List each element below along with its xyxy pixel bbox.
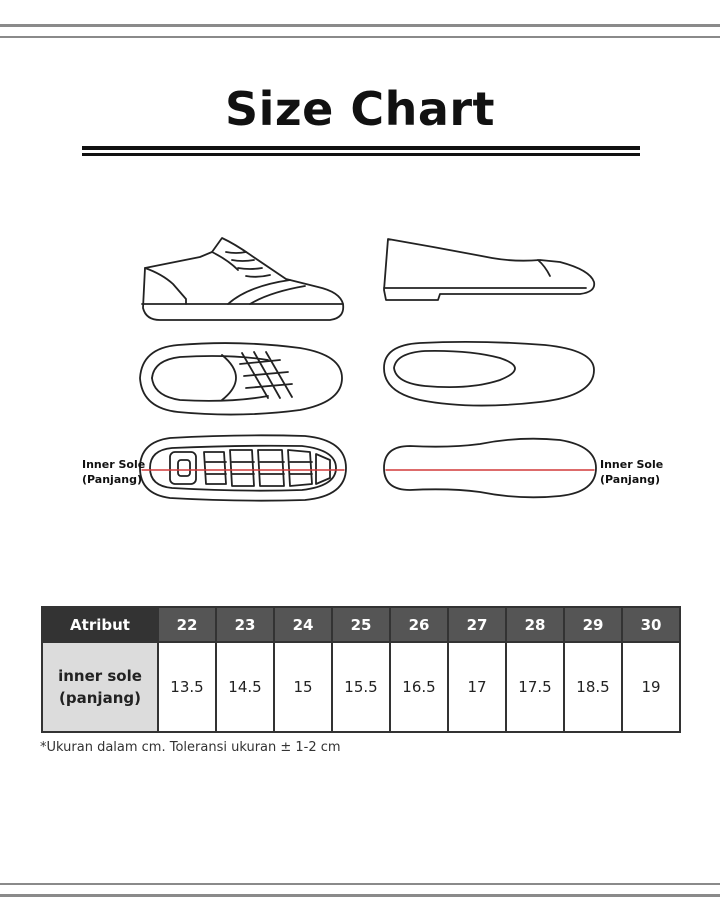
left-inner-sole-label (82, 457, 145, 487)
flat-shoe-top-icon (384, 342, 594, 406)
row-label-inner-sole (42, 642, 158, 732)
header-size: 27 (448, 607, 506, 642)
size-table (41, 606, 681, 733)
flat-shoe-side-icon (384, 239, 594, 300)
table-cell: 18.5 (564, 642, 622, 732)
shoe-illustrations (0, 200, 720, 540)
title-rule-thin (82, 153, 640, 156)
sneaker-top-icon (140, 343, 342, 414)
sneaker-sole-icon (140, 435, 346, 500)
top-border-outer (0, 24, 720, 27)
table-cell: 17 (448, 642, 506, 732)
left-label-line1: Inner Sole (82, 458, 146, 471)
header-size: 29 (564, 607, 622, 642)
header-size: 30 (622, 607, 680, 642)
row-label-line1: inner sole (58, 667, 142, 685)
table-row (42, 642, 680, 732)
title-rule-thick (82, 146, 640, 150)
left-label-line2: (Panjang) (82, 473, 142, 486)
table-cell: 19 (622, 642, 680, 732)
right-inner-sole-label (600, 457, 663, 487)
table-cell: 13.5 (158, 642, 216, 732)
table-cell: 15.5 (332, 642, 390, 732)
right-label-line1: Inner Sole (600, 458, 664, 471)
table-cell: 17.5 (506, 642, 564, 732)
table-cell: 14.5 (216, 642, 274, 732)
table-header-row (42, 607, 680, 642)
header-size: 26 (390, 607, 448, 642)
table-cell: 15 (274, 642, 332, 732)
footnote: *Ukuran dalam cm. Toleransi ukuran ± 1-2 cm (40, 740, 341, 755)
bottom-border-outer (0, 894, 720, 897)
flat-shoe-sole-icon (384, 439, 596, 498)
header-size: 28 (506, 607, 564, 642)
bottom-border-inner (0, 883, 720, 885)
header-size: 23 (216, 607, 274, 642)
header-attribute: Atribut (42, 607, 158, 642)
top-border-inner (0, 36, 720, 38)
header-size: 22 (158, 607, 216, 642)
table-cell: 16.5 (390, 642, 448, 732)
right-label-line2: (Panjang) (600, 473, 660, 486)
header-size: 24 (274, 607, 332, 642)
row-label-line2: (panjang) (59, 689, 141, 707)
header-size: 25 (332, 607, 390, 642)
sneaker-side-icon (142, 238, 343, 320)
page-title: Size Chart (224, 82, 496, 136)
